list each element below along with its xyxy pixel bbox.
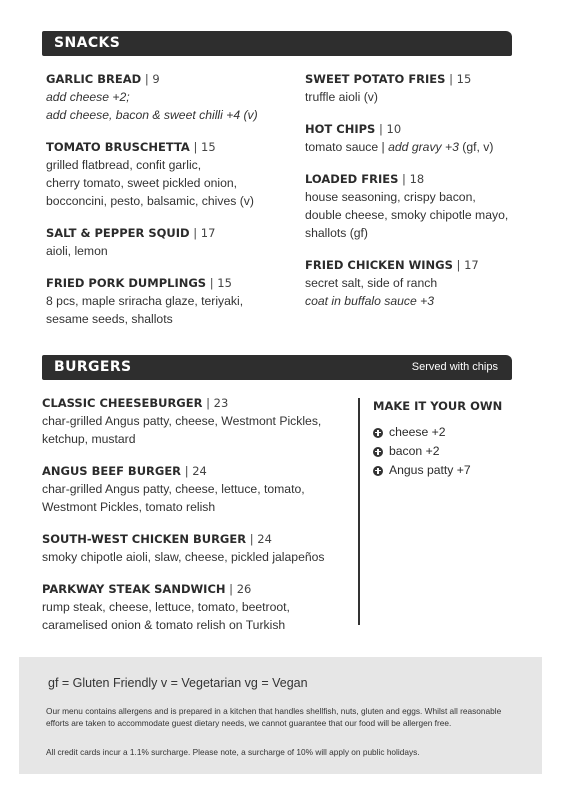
menu-item-description [305,138,520,156]
plus-circle-icon [373,428,383,438]
menu-item-description: add cheese +2; [46,90,130,104]
menu-item-description: smoky chipotle aioli, slaw, cheese, pickled jalapeños [42,550,325,564]
snacks-header [42,31,512,56]
menu-item [305,257,520,310]
menu-item-price: 15 [456,72,472,86]
menu-item-price: 24 [192,464,207,478]
price-separator: | [452,258,465,272]
menu-item-price: 15 [201,140,216,154]
menu-item-description: truffle aioli (v) [305,90,378,104]
menu-item-name: LOADED FRIES [305,172,399,186]
price-separator: | [375,122,387,136]
menu-item-description: rump steak, cheese, lettuce, tomato, beetroot, [42,600,290,614]
menu-item-heading [46,139,296,156]
addon-option [373,461,502,480]
menu-item-description: caramelised onion & tomato relish on Turkish [42,618,286,632]
price-separator: | [189,140,202,154]
addon-option [373,442,502,461]
addon-option [373,423,502,442]
menu-item-description: sesame seeds, shallots [46,312,173,326]
make-it-your-own [373,399,502,480]
price-separator: | [225,582,237,596]
menu-item-heading [42,395,352,412]
menu-item-description: double cheese, smoky chipotle mayo, [305,208,509,222]
footer-info-box [19,657,542,774]
menu-item [305,171,520,242]
menu-item-heading [42,581,352,598]
menu-item-name: HOT CHIPS [305,122,376,136]
menu-item-description: char-grilled Angus patty, cheese, lettuce, tomato, [42,482,305,496]
menu-item [305,71,520,106]
price-separator: | [206,276,218,290]
menu-item-heading [305,171,520,188]
menu-item [42,581,352,634]
menu-item-heading [42,531,352,548]
addon-label: bacon +2 [389,444,440,458]
menu-item-price: 26 [236,582,252,596]
menu-item-name: SWEET POTATO FRIES [305,72,446,86]
menu-item-price: 24 [257,532,272,546]
dietary-legend: gf = Gluten Friendly v = Vegetarian vg = Vegan [48,676,308,690]
menu-item-price: 10 [386,122,402,136]
description-part: (gf, v) [458,140,494,154]
menu-item-name: TOMATO BRUSCHETTA [46,140,190,154]
addon-label: cheese +2 [389,425,446,439]
menu-item-heading [46,225,296,242]
menu-item-description: house seasoning, crispy bacon, [305,190,476,204]
price-separator: | [141,72,153,86]
menu-item [46,71,296,124]
price-separator: | [445,72,457,86]
menu-item-heading [42,463,352,480]
snacks-right-column [305,71,520,325]
menu-item-name: ANGUS BEEF BURGER [42,464,182,478]
price-separator: | [189,226,201,240]
menu-item-description: Westmont Pickles, tomato relish [42,500,216,514]
menu-item-description: secret salt, side of ranch [305,276,438,290]
menu-item-heading [46,71,296,88]
menu-item-description: bocconcini, pesto, balsamic, chives (v) [46,194,254,208]
burgers-column [42,395,352,649]
menu-item-price: 9 [152,72,160,86]
surcharge-notice: All credit cards incur a 1.1% surcharge. Please note, a surcharge of 10% will apply on public holidays. [46,747,420,757]
price-separator: | [246,532,258,546]
menu-item-heading [46,275,296,292]
menu-item-name: SOUTH-WEST CHICKEN BURGER [42,532,247,546]
plus-circle-icon [373,466,383,476]
menu-item-description: char-grilled Angus patty, cheese, Westmont Pickles, [42,414,322,428]
menu-item-description: add cheese, bacon & sweet chilli +4 (v) [46,108,258,122]
menu-item [305,121,520,156]
menu-item-name: GARLIC BREAD [46,72,142,86]
menu-item [46,225,296,260]
menu-item-name: SALT & PEPPER SQUID [46,226,190,240]
menu-item-description: coat in buffalo sauce +3 [305,294,435,308]
menu-item-heading [305,257,520,274]
menu-item-heading [305,71,520,88]
menu-item [46,139,296,210]
menu-item-name: CLASSIC CHEESEBURGER [42,396,203,410]
menu-item-price: 18 [409,172,425,186]
burgers-note: Served with chips [411,361,498,373]
menu-item-name: FRIED PORK DUMPLINGS [46,276,207,290]
addon-label: Angus patty +7 [389,463,471,477]
price-separator: | [202,396,214,410]
allergen-notice: Our menu contains allergens and is prepared in a kitchen that handles shellfish, nuts, gluten and eggs. Whilst all reasonable efforts are taken to accommodate guest dietary needs, we cannot guarantee that our food will be allergen free. [46,706,502,728]
menu-item-name: FRIED CHICKEN WINGS [305,258,453,272]
plus-circle-icon [373,447,383,457]
menu-item [42,463,352,516]
burgers-header [42,355,512,380]
price-separator: | [398,172,410,186]
menu-item-description: grilled flatbread, confit garlic, [46,158,202,172]
menu-item-price: 15 [217,276,232,290]
make-it-your-own-title: MAKE IT YOUR OWN [373,399,503,413]
burgers-title: BURGERS [54,359,132,375]
column-divider [358,398,360,625]
menu-item-price: 23 [213,396,229,410]
menu-item-description: shallots (gf) [305,226,368,240]
menu-item-description: 8 pcs, maple sriracha glaze, teriyaki, [46,294,244,308]
menu-item-description: ketchup, mustard [42,432,136,446]
description-part: add gravy +3 [388,140,459,154]
menu-item-description: cherry tomato, sweet pickled onion, [46,176,238,190]
menu-item [42,531,352,566]
menu-item-name: PARKWAY STEAK SANDWICH [42,582,226,596]
menu-item-price: 17 [464,258,479,272]
menu-item-heading [305,121,520,138]
menu-item-description: aioli, lemon [46,244,108,258]
snacks-title: SNACKS [54,35,121,51]
price-separator: | [181,464,193,478]
description-part: tomato sauce | [305,140,389,154]
menu-item-price: 17 [200,226,216,240]
menu-item [46,275,296,328]
snacks-left-column [46,71,296,343]
menu-item [42,395,352,448]
